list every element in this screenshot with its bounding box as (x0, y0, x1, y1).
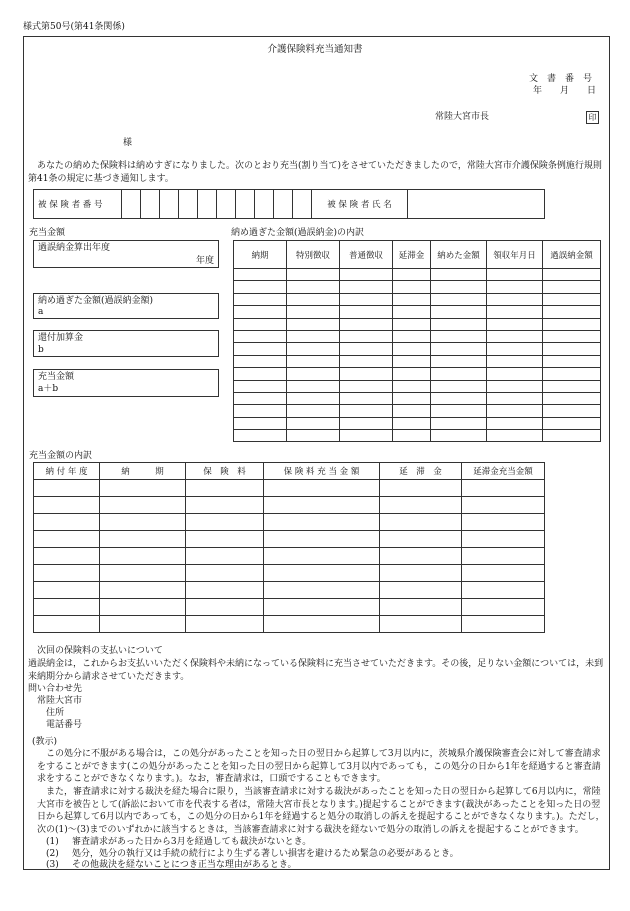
allocation-breakdown-title: 充当金額の内訳 (29, 451, 93, 461)
overpaid-amount-label: 納め過ぎた金額(過誤納金額) (38, 296, 154, 306)
table-cell[interactable] (264, 616, 380, 633)
table-cell[interactable] (287, 306, 340, 318)
table-cell[interactable] (340, 355, 393, 367)
table-cell[interactable] (234, 269, 287, 281)
table-row (234, 368, 601, 380)
table-row (234, 392, 601, 404)
table-row (34, 582, 545, 599)
table-cell[interactable] (287, 330, 340, 342)
table-cell[interactable] (100, 599, 186, 616)
table-cell[interactable] (264, 480, 380, 497)
table-row (234, 405, 601, 417)
table-cell[interactable] (287, 405, 340, 417)
table-cell[interactable] (186, 497, 264, 514)
table-cell[interactable] (340, 405, 393, 417)
overpaid-breakdown-title: 納め過ぎた金額(過誤納金)の内訳 (231, 228, 365, 238)
column-header: 延 滞 金 (380, 463, 462, 480)
table-cell[interactable] (431, 281, 487, 293)
table-cell[interactable] (287, 417, 340, 429)
table-cell[interactable] (234, 430, 287, 442)
table-cell[interactable] (186, 599, 264, 616)
table-cell[interactable] (34, 616, 100, 633)
date-label: 年 月 日 (533, 86, 597, 96)
table-cell[interactable] (234, 343, 287, 355)
allocation-section-title: 充当金額 (29, 228, 66, 238)
instructions-para-2: また，審査請求に対する裁決を経た場合に限り，当該審査請求に対する裁決があったことを知った日の翌日から起算して6月以内に，常陸大宮市を被告として(訴訟において市を代表する者は，常陸大宮市長となります。)提起することができます(裁決があったことを知った日の翌日から起算して6月以内であっても，この処分の日から1年を経過すると処分の取消しの訴えを提起することができなくなります。)。ただし，次の(1)～(3)までのいずれかに該当するときは，当該審査請求に対する裁決を経ないで処分の取消しの訴えを提起することができます。 (37, 787, 605, 835)
insured-number-digit[interactable] (160, 190, 179, 219)
table-cell[interactable] (34, 497, 100, 514)
next-payment-title: 次回の保険料の支払いについて (37, 646, 163, 656)
table-row (234, 355, 601, 367)
column-header: 普通徴収 (340, 241, 393, 269)
table-cell[interactable] (393, 281, 431, 293)
table-cell[interactable] (100, 548, 186, 565)
table-cell[interactable] (264, 531, 380, 548)
table-cell[interactable] (393, 368, 431, 380)
table-cell[interactable] (462, 480, 545, 497)
table-cell[interactable] (186, 514, 264, 531)
table-cell[interactable] (543, 306, 601, 318)
allocation-amount-box[interactable] (33, 369, 219, 397)
insured-number-digit[interactable] (274, 190, 293, 219)
overpaid-amount-var: a (38, 307, 44, 317)
table-row (234, 281, 601, 293)
table-cell[interactable] (487, 368, 543, 380)
table-cell[interactable] (234, 281, 287, 293)
table-cell[interactable] (431, 330, 487, 342)
table-cell[interactable] (340, 343, 393, 355)
column-header: 納 付 年 度 (34, 463, 100, 480)
table-cell[interactable] (234, 380, 287, 392)
table-cell[interactable] (487, 355, 543, 367)
table-cell[interactable] (186, 480, 264, 497)
table-cell[interactable] (100, 531, 186, 548)
table-cell[interactable] (264, 599, 380, 616)
table-cell[interactable] (543, 417, 601, 429)
table-cell[interactable] (264, 582, 380, 599)
table-cell[interactable] (462, 616, 545, 633)
overpaid-table-header (234, 241, 601, 269)
table-cell[interactable] (431, 269, 487, 281)
table-row (34, 548, 545, 565)
insured-number-digit[interactable] (198, 190, 217, 219)
table-cell[interactable] (287, 293, 340, 305)
table-cell[interactable] (393, 330, 431, 342)
column-header: 保 険 料 (186, 463, 264, 480)
table-cell[interactable] (393, 355, 431, 367)
table-cell[interactable] (34, 548, 100, 565)
column-header: 納めた金額 (431, 241, 487, 269)
table-cell[interactable] (487, 293, 543, 305)
table-cell[interactable] (264, 497, 380, 514)
insured-number-digit[interactable] (293, 190, 312, 219)
table-cell[interactable] (186, 616, 264, 633)
column-header: 延滞金 (393, 241, 431, 269)
table-cell[interactable] (462, 497, 545, 514)
instructions-para-1: この処分に不服がある場合は，この処分があったことを知った日の翌日から起算して3月以内に，茨城県介護保険審査会に対して審査請求をすることができます(この処分があったことを知った日の翌日から起算して3月以内であっても，この処分の日から1年を経過すると審査請求をすることができなくなります。)。なお，審査請求は，口頭ですることもできます。 (37, 749, 601, 784)
insured-number-digit[interactable] (179, 190, 198, 219)
table-cell[interactable] (287, 430, 340, 442)
table-cell[interactable] (487, 306, 543, 318)
table-cell[interactable] (487, 430, 543, 442)
table-cell[interactable] (487, 281, 543, 293)
column-header: 過誤納金額 (543, 241, 601, 269)
table-row (234, 417, 601, 429)
erroneous-year-box[interactable] (33, 240, 219, 268)
column-header: 領収年月日 (487, 241, 543, 269)
table-row (34, 531, 545, 548)
table-cell[interactable] (264, 514, 380, 531)
table-cell[interactable] (487, 269, 543, 281)
table-cell[interactable] (380, 565, 462, 582)
table-cell[interactable] (543, 293, 601, 305)
table-cell[interactable] (34, 582, 100, 599)
table-row (34, 565, 545, 582)
table-cell[interactable] (380, 599, 462, 616)
table-row (34, 599, 545, 616)
table-cell[interactable] (393, 405, 431, 417)
table-cell[interactable] (34, 599, 100, 616)
table-cell[interactable] (100, 616, 186, 633)
table-cell[interactable] (393, 343, 431, 355)
table-cell[interactable] (487, 343, 543, 355)
table-cell[interactable] (380, 514, 462, 531)
table-cell[interactable] (287, 318, 340, 330)
table-cell[interactable] (340, 281, 393, 293)
table-cell[interactable] (340, 269, 393, 281)
table-cell[interactable] (462, 565, 545, 582)
erroneous-year-label: 過誤納金算出年度 (38, 243, 111, 253)
refund-interest-label: 還付加算金 (38, 333, 84, 343)
table-cell[interactable] (393, 269, 431, 281)
table-cell[interactable] (34, 480, 100, 497)
doc-number-label: 文 書 番 号 (529, 74, 593, 84)
overpaid-amount-box[interactable] (33, 293, 219, 319)
table-cell[interactable] (380, 480, 462, 497)
form-number: 様式第50号(第41条関係) (23, 22, 125, 32)
table-cell[interactable] (340, 318, 393, 330)
table-row (234, 330, 601, 342)
instruction-item-text: 処分，処分の執行又は手続の続行により生ずる著しい損害を避けるため緊急の必要があるとき。 (72, 849, 459, 859)
table-cell[interactable] (100, 480, 186, 497)
contact-address-label: 住所 (46, 708, 65, 718)
insured-name-field[interactable] (408, 190, 545, 219)
insured-number-digit[interactable] (141, 190, 160, 219)
table-cell[interactable] (462, 582, 545, 599)
table-cell[interactable] (543, 330, 601, 342)
table-row (234, 306, 601, 318)
table-row (34, 480, 545, 497)
table-cell[interactable] (264, 565, 380, 582)
table-row (234, 430, 601, 442)
recipient-honorific: 様 (123, 138, 133, 148)
table-cell[interactable] (340, 380, 393, 392)
contact-org: 常陸大宮市 (37, 696, 83, 706)
table-cell[interactable] (431, 380, 487, 392)
table-cell[interactable] (393, 392, 431, 404)
insured-number-digit[interactable] (255, 190, 274, 219)
table-cell[interactable] (487, 405, 543, 417)
table-cell[interactable] (380, 497, 462, 514)
instructions-title: (教示) (32, 737, 58, 747)
table-cell[interactable] (393, 293, 431, 305)
table-row (234, 380, 601, 392)
table-cell[interactable] (431, 368, 487, 380)
next-payment-text: 過誤納金は，これからお支払いいただく保険料や未納になっている保険料に充当させていただきます。その後，足りない金額については，未到来納期分から請求させていただきます。 (28, 659, 604, 682)
column-header: 納 期 (100, 463, 186, 480)
table-cell[interactable] (340, 392, 393, 404)
table-cell[interactable] (543, 318, 601, 330)
refund-interest-var: b (38, 345, 44, 355)
table-cell[interactable] (287, 355, 340, 367)
table-cell[interactable] (234, 355, 287, 367)
table-cell[interactable] (234, 293, 287, 305)
table-cell[interactable] (431, 343, 487, 355)
insured-number-digit[interactable] (122, 190, 141, 219)
instruction-item-text: 審査請求があった日から3月を経過しても裁決がないとき。 (72, 837, 312, 847)
table-cell[interactable] (186, 565, 264, 582)
table-cell[interactable] (543, 355, 601, 367)
table-cell[interactable] (462, 548, 545, 565)
table-cell[interactable] (34, 565, 100, 582)
table-cell[interactable] (340, 330, 393, 342)
table-row (34, 616, 545, 633)
table-cell[interactable] (462, 531, 545, 548)
table-cell[interactable] (462, 514, 545, 531)
table-cell[interactable] (34, 514, 100, 531)
allocation-amount-var: a＋b (38, 384, 59, 394)
table-cell[interactable] (543, 405, 601, 417)
table-row (34, 514, 545, 531)
table-row (234, 293, 601, 305)
table-cell[interactable] (543, 343, 601, 355)
allocation-breakdown-table (33, 462, 545, 633)
table-cell[interactable] (431, 405, 487, 417)
table-cell[interactable] (380, 616, 462, 633)
table-cell[interactable] (186, 531, 264, 548)
column-header: 保 険 料 充 当 金 額 (264, 463, 380, 480)
table-cell[interactable] (380, 531, 462, 548)
insured-number-digit[interactable] (217, 190, 236, 219)
table-cell[interactable] (234, 318, 287, 330)
table-cell[interactable] (287, 392, 340, 404)
contact-phone-label: 電話番号 (46, 720, 83, 730)
table-cell[interactable] (393, 318, 431, 330)
table-cell[interactable] (234, 405, 287, 417)
table-cell[interactable] (287, 368, 340, 380)
table-cell[interactable] (393, 430, 431, 442)
table-cell[interactable] (340, 306, 393, 318)
table-cell[interactable] (487, 392, 543, 404)
table-row (234, 318, 601, 330)
table-cell[interactable] (543, 430, 601, 442)
table-cell[interactable] (234, 392, 287, 404)
table-cell[interactable] (431, 392, 487, 404)
table-cell[interactable] (34, 531, 100, 548)
document-title: 介護保険料充当通知書 (267, 44, 363, 55)
table-cell[interactable] (487, 380, 543, 392)
table-cell[interactable] (100, 497, 186, 514)
table-row (34, 497, 545, 514)
table-cell[interactable] (431, 430, 487, 442)
issuer-name: 常陸大宮市長 (435, 112, 490, 122)
refund-interest-box[interactable] (33, 330, 219, 357)
table-cell[interactable] (462, 599, 545, 616)
table-cell[interactable] (340, 430, 393, 442)
column-header: 特別徴収 (287, 241, 340, 269)
table-cell[interactable] (543, 269, 601, 281)
table-cell[interactable] (100, 582, 186, 599)
instruction-item-number: (2) (46, 849, 59, 859)
table-cell[interactable] (431, 318, 487, 330)
table-cell[interactable] (340, 417, 393, 429)
table-cell[interactable] (264, 548, 380, 565)
table-cell[interactable] (543, 380, 601, 392)
intro-text: あなたの納めた保険料は納めすぎになりました。次のとおり充当(割り当て)をさせていただきましたので，常陸大宮市介護保険条例施行規則第41条の規定に基づき通知します。 (28, 161, 602, 184)
seal-stamp: 印 (586, 111, 599, 124)
table-cell[interactable] (186, 582, 264, 599)
table-cell[interactable] (340, 293, 393, 305)
instruction-item-number: (3) (46, 860, 59, 870)
insured-number-digit[interactable] (236, 190, 255, 219)
insured-info-table (33, 189, 545, 219)
table-cell[interactable] (487, 417, 543, 429)
table-cell[interactable] (543, 368, 601, 380)
column-header: 納期 (234, 241, 287, 269)
table-cell[interactable] (287, 380, 340, 392)
table-cell[interactable] (340, 368, 393, 380)
contact-title: 問い合わせ先 (28, 684, 83, 694)
column-header: 延滞金充当金額 (462, 463, 545, 480)
instruction-item-number: (1) (46, 837, 59, 847)
table-cell[interactable] (543, 392, 601, 404)
table-cell[interactable] (234, 330, 287, 342)
table-cell[interactable] (380, 582, 462, 599)
table-cell[interactable] (431, 355, 487, 367)
table-cell[interactable] (543, 281, 601, 293)
table-cell[interactable] (234, 306, 287, 318)
instruction-item-text: その他裁決を経ないことにつき正当な理由があるとき。 (72, 860, 297, 870)
table-cell[interactable] (287, 269, 340, 281)
insured-name-label: 被 保 険 者 氏 名 (312, 190, 408, 219)
table-cell[interactable] (393, 417, 431, 429)
table-row (234, 343, 601, 355)
table-cell[interactable] (431, 293, 487, 305)
overpaid-breakdown-table (233, 240, 601, 442)
table-cell[interactable] (186, 548, 264, 565)
allocation-table-header (34, 463, 545, 480)
table-cell[interactable] (234, 368, 287, 380)
table-cell[interactable] (487, 330, 543, 342)
allocation-amount-label: 充当金額 (38, 372, 75, 382)
insured-number-label: 被 保 険 者 番 号 (34, 190, 122, 219)
table-cell[interactable] (100, 565, 186, 582)
table-row (234, 269, 601, 281)
table-cell[interactable] (234, 417, 287, 429)
table-cell[interactable] (287, 343, 340, 355)
table-cell[interactable] (100, 514, 186, 531)
year-suffix: 年度 (195, 256, 214, 266)
table-cell[interactable] (431, 417, 487, 429)
table-cell[interactable] (393, 380, 431, 392)
table-cell[interactable] (287, 281, 340, 293)
table-cell[interactable] (380, 548, 462, 565)
table-cell[interactable] (393, 306, 431, 318)
table-cell[interactable] (431, 306, 487, 318)
table-cell[interactable] (487, 318, 543, 330)
